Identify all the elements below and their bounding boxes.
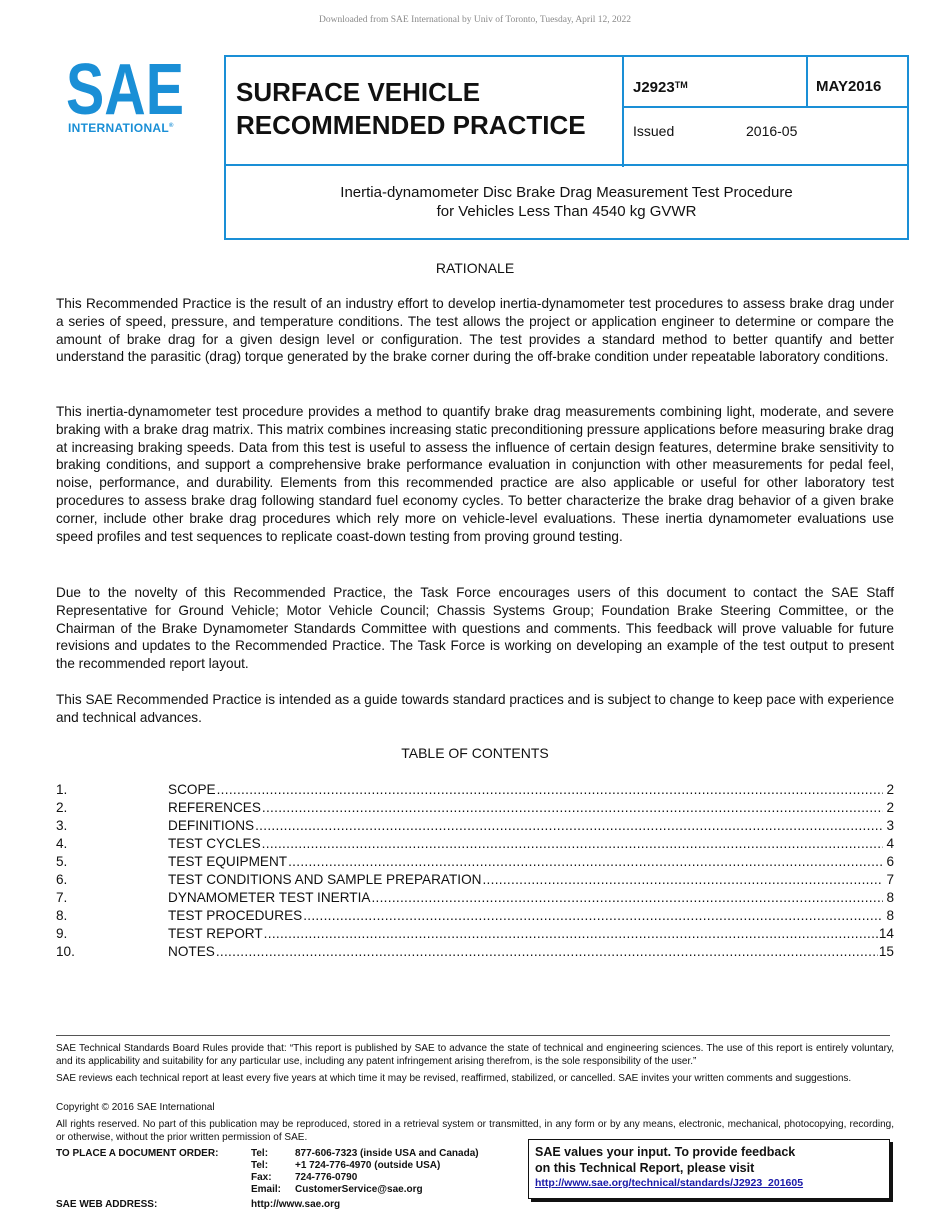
toc-entry-title: DYNAMOMETER TEST INERTIA xyxy=(168,890,371,905)
toc-entry-page: 2 xyxy=(886,800,894,815)
document-title-line1: Inertia-dynamometer Disc Brake Drag Measurement Test Procedure xyxy=(340,184,793,201)
rationale-paragraph: This Recommended Practice is the result of an industry effort to develop inertia-dynamometer test procedures to assess brake drag under a series of speed, pressure, and temperature conditions. The test allows the project or application engineer to determine or compare the amount of brake drag for a given design level or configuration. The test provides a standard method to better quantify and better understand the parasitic (drag) torque generated by the brake corner during the off-brake condition under repeatable laboratory conditions. xyxy=(56,296,894,365)
rationale-paragraph: Due to the novelty of this Recommended Practice, the Task Force encourages users of this document to contact the SAE Staff Representative for Ground Vehicle; Motor Vehicle Council; Chassis Systems Group; Foundation Brake Steering Committee, or the Chairman of the Brake Dynamometer Standards Committee with questions and comments. This feedback will prove valuable for future revisions and updates to the Recommended Practice. The Task Force is working on developing an example of the test output to present the recommended report layout. xyxy=(56,585,894,672)
toc-entry-title: SCOPE xyxy=(168,782,216,797)
toc-leader-dots xyxy=(216,943,878,961)
toc-leader-dots xyxy=(262,835,883,853)
logo-registered-mark: ® xyxy=(169,123,174,129)
toc-entry-page: 14 xyxy=(878,926,894,941)
toc-entry-test-equipment[interactable] xyxy=(56,853,894,871)
header-number-divider xyxy=(622,106,909,108)
feedback-message xyxy=(535,1144,795,1176)
footer-divider xyxy=(56,1035,890,1036)
rationale-heading: RATIONALE xyxy=(435,260,515,276)
toc-leader-dots xyxy=(264,925,878,943)
document-number-text: J2923 xyxy=(633,79,675,96)
contact-value-tel-international: +1 724-776-4970 (outside USA) xyxy=(295,1160,441,1171)
toc-entry-number: 2. xyxy=(56,800,68,815)
header-date-divider xyxy=(806,55,808,108)
toc-entry-page: 8 xyxy=(886,890,894,905)
toc-entry-title: DEFINITIONS xyxy=(168,818,255,833)
contact-key: Email: xyxy=(251,1184,282,1195)
rationale-paragraph: This SAE Recommended Practice is intended as a guide towards standard practices and is subject to change to keep pace with experience and technical advances. xyxy=(56,692,895,725)
document-title-line2: for Vehicles Less Than 4540 kg GVWR xyxy=(436,203,697,220)
feedback-line2: on this Technical Report, please visit xyxy=(535,1161,755,1175)
toc-entry-number: 1. xyxy=(56,782,68,797)
issued-label: Issued xyxy=(633,123,675,139)
toc-entry-title: REFERENCES xyxy=(168,800,261,815)
toc-entry-test-cycles[interactable] xyxy=(56,835,894,853)
contact-value-email[interactable]: CustomerService@sae.org xyxy=(295,1184,423,1195)
toc-entry-test-procedures[interactable] xyxy=(56,907,894,925)
toc-entry-number: 7. xyxy=(56,890,68,905)
issued-date: 2016-05 xyxy=(746,123,798,139)
toc-entry-page: 6 xyxy=(886,854,894,869)
contact-key: Fax: xyxy=(251,1172,272,1183)
footer-note-copyright: Copyright © 2016 SAE International xyxy=(56,1102,215,1113)
footer-note-standards-rules: SAE Technical Standards Board Rules provide that: “This report is published by SAE to advance the state of technical and engineering sciences. The use of this report is entirely voluntary, and its applicability and suitability for any particular use, including any patent infringement arising therefrom, is the sole responsibility of the user.” xyxy=(56,1043,894,1067)
toc-entry-references[interactable] xyxy=(56,799,894,817)
toc-entry-page: 3 xyxy=(886,818,894,833)
document-title xyxy=(226,183,907,221)
contact-key: Tel: xyxy=(251,1160,269,1171)
toc-leader-dots xyxy=(288,853,883,871)
toc-entry-definitions[interactable] xyxy=(56,817,894,835)
sae-logo xyxy=(66,58,194,138)
footer-note-review: SAE reviews each technical report at least every five years at which time it may be revised, reaffirmed, stabilized, or cancelled. SAE invites your written comments and suggestions. xyxy=(56,1073,852,1084)
toc-entry-number: 5. xyxy=(56,854,68,869)
toc-entry-page: 15 xyxy=(878,944,894,959)
web-address-label: SAE WEB ADDRESS: xyxy=(56,1199,158,1210)
toc-entry-title: TEST CONDITIONS AND SAMPLE PREPARATION xyxy=(168,872,482,887)
toc-heading: TABLE OF CONTENTS xyxy=(401,745,549,761)
sae-logo-subtitle xyxy=(68,121,174,135)
trademark-mark: TM xyxy=(674,80,688,90)
toc-entry-test-conditions[interactable] xyxy=(56,871,894,889)
toc-entry-page: 4 xyxy=(886,836,894,851)
toc-leader-dots xyxy=(262,799,883,817)
toc-entry-notes[interactable] xyxy=(56,943,894,961)
document-date: MAY2016 xyxy=(816,78,882,95)
toc-entry-number: 8. xyxy=(56,908,68,923)
toc-entry-test-inertia[interactable] xyxy=(56,889,894,907)
toc-entry-page: 7 xyxy=(886,872,894,887)
header-row-divider xyxy=(224,164,909,166)
toc-entry-page: 2 xyxy=(886,782,894,797)
sae-logo-letters: SAE xyxy=(66,58,184,118)
feedback-box xyxy=(528,1139,890,1199)
toc-entry-title: TEST REPORT xyxy=(168,926,263,941)
rationale-paragraph: This inertia-dynamometer test procedure provides a method to quantify brake drag measurements combining light, moderate, and severe braking with a brake drag matrix. This matrix combines increasing static preconditioning pressure applications before measuring brake drag at increasing braking speeds. Data from this test is useful to assess the influence of certain design features, determine brake sensitivity to braking conditions, and support a comprehensive brake performance evaluation in conjunction with other measurements for pedal feel, noise, performance, and durability. Elements from this recommended practice are also applicable or useful for other laboratory test procedures to assess brake drag following standard fuel economy cycles. To better characterize the brake drag behavior of a given brake corner, include other brake drag procedures which rely more on vehicle-level evaluations. These inertia dynamometer evaluations use speed profiles and test sequences to replicate coast-down testing from proving ground testing. xyxy=(56,404,894,544)
toc-entry-number: 6. xyxy=(56,872,68,887)
document-type-line1: SURFACE VEHICLE xyxy=(236,77,481,107)
document-type xyxy=(236,76,621,142)
toc-leader-dots xyxy=(371,889,883,907)
table-of-contents xyxy=(56,781,894,961)
toc-leader-dots xyxy=(217,781,883,799)
toc-entry-title: TEST CYCLES xyxy=(168,836,261,851)
download-notice: Downloaded from SAE International by Univ of Toronto, Tuesday, April 12, 2022 xyxy=(318,15,631,25)
document-number xyxy=(633,79,688,96)
toc-entry-number: 10. xyxy=(56,944,75,959)
toc-entry-title: NOTES xyxy=(168,944,215,959)
toc-leader-dots xyxy=(255,817,883,835)
web-address-link[interactable]: http://www.sae.org xyxy=(251,1199,341,1210)
footer-note-rights: All rights reserved. No part of this publication may be reproduced, stored in a retrieval system or transmitted, in any form or by any means, electronic, mechanical, photocopying, recording, or otherwise, without the prior written permission of SAE. xyxy=(56,1119,894,1143)
toc-entry-scope[interactable] xyxy=(56,781,894,799)
contact-value-tel-domestic: 877-606-7323 (inside USA and Canada) xyxy=(295,1148,479,1159)
sae-logo-mark xyxy=(66,58,184,118)
toc-entry-title: TEST EQUIPMENT xyxy=(168,854,288,869)
contact-key: Tel: xyxy=(251,1148,269,1159)
toc-entry-number: 4. xyxy=(56,836,68,851)
toc-leader-dots xyxy=(303,907,883,925)
logo-sub-text: INTERNATIONAL xyxy=(68,121,170,135)
toc-leader-dots xyxy=(482,871,883,889)
feedback-line1: SAE values your input. To provide feedback xyxy=(535,1145,796,1159)
feedback-link[interactable]: http://www.sae.org/technical/standards/J2923_201605 xyxy=(535,1177,804,1189)
contact-value-fax: 724-776-0790 xyxy=(295,1172,358,1183)
document-type-line2: RECOMMENDED PRACTICE xyxy=(236,110,586,140)
toc-entry-page: 8 xyxy=(886,908,894,923)
toc-entry-title: TEST PROCEDURES xyxy=(168,908,303,923)
order-label: TO PLACE A DOCUMENT ORDER: xyxy=(56,1148,219,1159)
toc-entry-test-report[interactable] xyxy=(56,925,894,943)
toc-entry-number: 3. xyxy=(56,818,68,833)
toc-entry-number: 9. xyxy=(56,926,68,941)
